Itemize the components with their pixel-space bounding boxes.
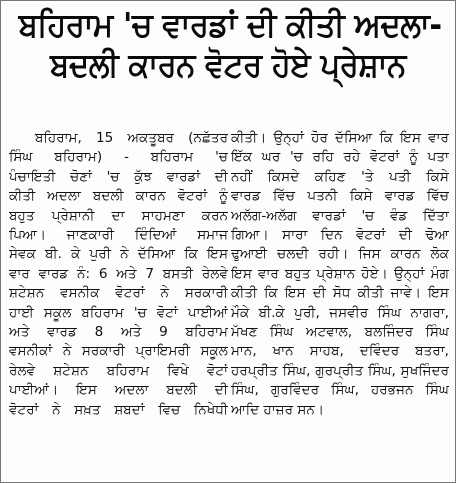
text-line: ਮਾਨ, ਖਾਨ ਸਾਹਬ, ਦਵਿੰਦਰ ਬਤਰਾ,	[231, 343, 449, 360]
headline-line-1: ਬਹਿਰਾਮ 'ਚ ਵਾਰਡਾਂ ਦੀ ਕੀਤੀ ਅਦਲਾ-	[18, 5, 442, 44]
text-line: ਕੀਤੀ ਕਿ ਇਸ ਦੀ ਸੋਧ ਕੀਤੀ ਜਾਵੇ। ਇਸ	[231, 285, 449, 302]
text-line: ਗਿਆ। ਸਾਰਾ ਦਿਨ ਵੋਟਰਾਂ ਦੀ ਢੋਆ	[231, 227, 449, 244]
headline-line-2: ਬਦਲੀ ਕਾਰਨ ਵੋਟਰ ਹੋਏ ਪ੍ਰੇਸ਼ਾਨ	[50, 45, 406, 84]
text-line: ਬਹਿਰਾਮ, 15 ਅਕਤੂਬਰ (ਨਛੱਤਰ	[35, 130, 228, 146]
text-line: ਵੋਟਰਾਂ ਨੇ ਸਖ਼ਤ ਸ਼ਬਦਾਂ ਵਿਚ ਨਿਖੇਧੀ	[9, 401, 228, 418]
article-body	[9, 129, 449, 479]
text-line: ਬਹੁਤ ਪ੍ਰੇਸ਼ਾਨੀ ਦਾ ਸਾਹਮਣਾ ਕਰਨ	[9, 207, 228, 224]
text-line: ਵਸਨੀਕਾਂ ਨੇ ਸਰਕਾਰੀ ਪ੍ਰਾਇਮਰੀ ਸਕੂਲ	[9, 343, 228, 360]
text-line: ਸਿੰਘ, ਗੁਰਵਿੰਦਰ ਸਿੰਘ, ਹਰਭਜਨ ਸਿੰਘ	[231, 382, 449, 399]
text-line: ਵਾਰਡ ਵਿੱਚ ਪਤਨੀ ਕਿਸੇ ਵਾਰਡ ਵਿੱਚ	[231, 188, 449, 205]
text-line: ਕੀਤੀ। ਉਨ੍ਹਾਂ ਹੋਰ ਦੱਸਿਆ ਕਿ ਇਸ ਵਾਰ	[231, 130, 449, 146]
text-line: ਪੰਚਾਇਤੀ ਚੋਣਾਂ 'ਚ ਕੁੱਝ ਵਾਰਡਾਂ ਦੀ	[9, 168, 228, 185]
text-line: ਹਰਪ੍ਰੀਤ ਸਿੰਘ, ਗੁਰਪ੍ਰੀਤ ਸਿੰਘ, ਸੁਖਜਿੰਦਰ	[231, 362, 449, 379]
text-line: ਪਾਈਆਂ। ਇਸ ਅਦਲਾ ਬਦਲੀ ਦੀ	[9, 382, 228, 399]
text-line: ਮੌਕੇ ਬੀ.ਕੇ ਪੁਰੀ, ਜਸਵੀਰ ਸਿੰਘ ਨਾਗਰਾ,	[231, 304, 449, 321]
text-line: ਸੇਵਕ ਬੀ. ਕੇ ਪੁਰੀ ਨੇ ਦੱਸਿਆ ਕਿ ਇਸ	[9, 246, 228, 263]
article-column-right	[231, 129, 449, 479]
text-line: ਰੇਲਵੇ ਸ਼ਟੇਸ਼ਨ ਬਹਿਰਾਮ ਵਿਖੇ ਵੋਟਾਂ	[9, 362, 228, 379]
text-line: ਸ਼ਟੇਸ਼ਨ ਵਸਨੀਕ ਵੋਟਰਾਂ ਨੇ ਸਰਕਾਰੀ	[9, 285, 228, 302]
text-line: ਆਦਿ ਹਾਜ਼ਰ ਸਨ।	[231, 401, 325, 418]
text-line: ਢੁਆਈ ਚਲਦੀ ਰਹੀ। ਜਿਸ ਕਾਰਨ ਲੋਕ	[231, 246, 449, 263]
text-line: ਪਿਆ। ਜਾਣਕਾਰੀ ਦਿੰਦਿਆਂ ਸਮਾਜ	[9, 227, 228, 244]
text-line: ਇਸ ਵਾਰ ਬਹੁਤ ਪ੍ਰੇਸ਼ਾਨ ਹੋਏ। ਉਨ੍ਹਾਂ ਮੰਗ	[231, 265, 449, 282]
article-column-left	[9, 129, 228, 479]
text-line: ਹਾਈ ਸਕੂਲ ਬਹਿਰਾਮ 'ਚ ਵੋਟਾਂ ਪਾਈਆਂ	[9, 304, 228, 321]
text-line: ਅਲੱਗ-ਅਲੱਗ ਵਾਰਡਾਂ 'ਚ ਵੰਡ ਦਿੱਤਾ	[231, 207, 449, 224]
text-line: ਵਾਰ ਵਾਰਡ ਨੰ: 6 ਅਤੇ 7 ਬਸਤੀ ਰੇਲਵੇ	[9, 265, 228, 282]
headline	[3, 5, 453, 85]
text-line: ਅਤੇ ਵਾਰਡ 8 ਅਤੇ 9 ਬਹਿਰਾਮ	[9, 324, 228, 341]
text-line: ਕੀਤੀ ਅਦਲਾ ਬਦਲੀ ਕਾਰਨ ਵੋਟਰਾਂ ਨੂੰ	[9, 188, 228, 205]
text-line: ਸਿੰਘ ਬਹਿਰਾਮ) - ਬਹਿਰਾਮ 'ਚ	[9, 149, 228, 166]
text-line: ਇੱਕ ਘਰ 'ਚ ਰਹਿ ਰਹੇ ਵੋਟਰਾਂ ਨੂੰ ਪਤਾ	[231, 149, 449, 166]
text-line: ਨਹੀਂ ਕਿਸਦੇ ਕਹਿਣ 'ਤੇ ਪਤੀ ਕਿਸੇ	[231, 168, 449, 185]
text-line: ਮੱਖਣ ਸਿੰਘ ਅਟਵਾਲ, ਬਲਜਿੰਦਰ ਸਿੰਘ	[231, 324, 449, 341]
